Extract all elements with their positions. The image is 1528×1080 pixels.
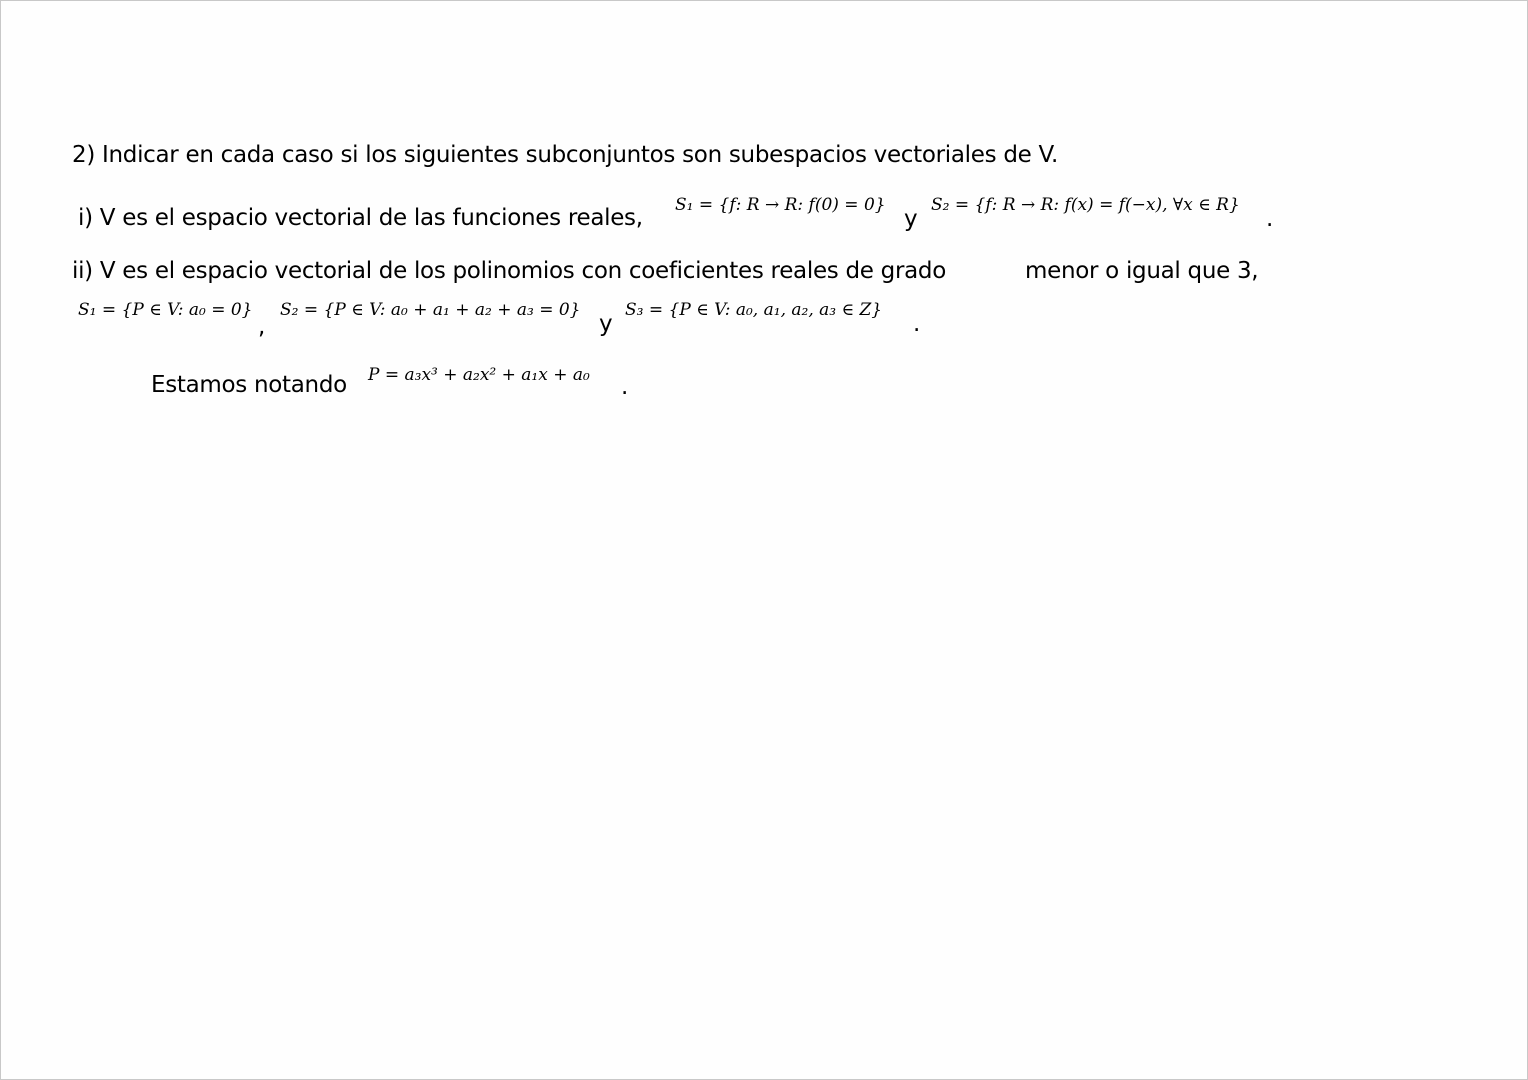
part-ii-s2-formula: S₂ = {P ∈ V: a₀ + a₁ + a₂ + a₃ = 0} (280, 300, 581, 320)
part-i-s1-formula: S₁ = {f: R → R: f(0) = 0} (675, 195, 886, 215)
notation-end: . (621, 374, 629, 400)
part-ii-comma: , (258, 314, 266, 340)
part-ii-s3-formula: S₃ = {P ∈ V: a₀, a₁, a₂, a₃ ∈ Z} (625, 300, 883, 320)
part-ii-end: . (913, 311, 921, 337)
part-ii-text-tail: menor o igual que 3, (1025, 258, 1259, 284)
exercise-heading: 2) Indicar en cada caso si los siguientes subconjuntos son subespacios vectoriales de V. (72, 142, 1058, 168)
part-i-end: . (1266, 206, 1274, 232)
part-ii-text: ii) V es el espacio vectorial de los polinomios con coeficientes reales de grado (72, 258, 946, 284)
notation-text: Estamos notando (151, 372, 347, 398)
notation-formula: P = a₃x³ + a₂x² + a₁x + a₀ (368, 365, 590, 385)
part-i-connector: y (904, 206, 918, 232)
part-ii-connector: y (599, 311, 613, 337)
part-ii-s1-formula: S₁ = {P ∈ V: a₀ = 0} (78, 300, 253, 320)
part-i-s2-formula: S₂ = {f: R → R: f(x) = f(−x), ∀x ∈ R} (931, 195, 1240, 215)
part-i-text: i) V es el espacio vectorial de las funciones reales, (78, 205, 643, 231)
